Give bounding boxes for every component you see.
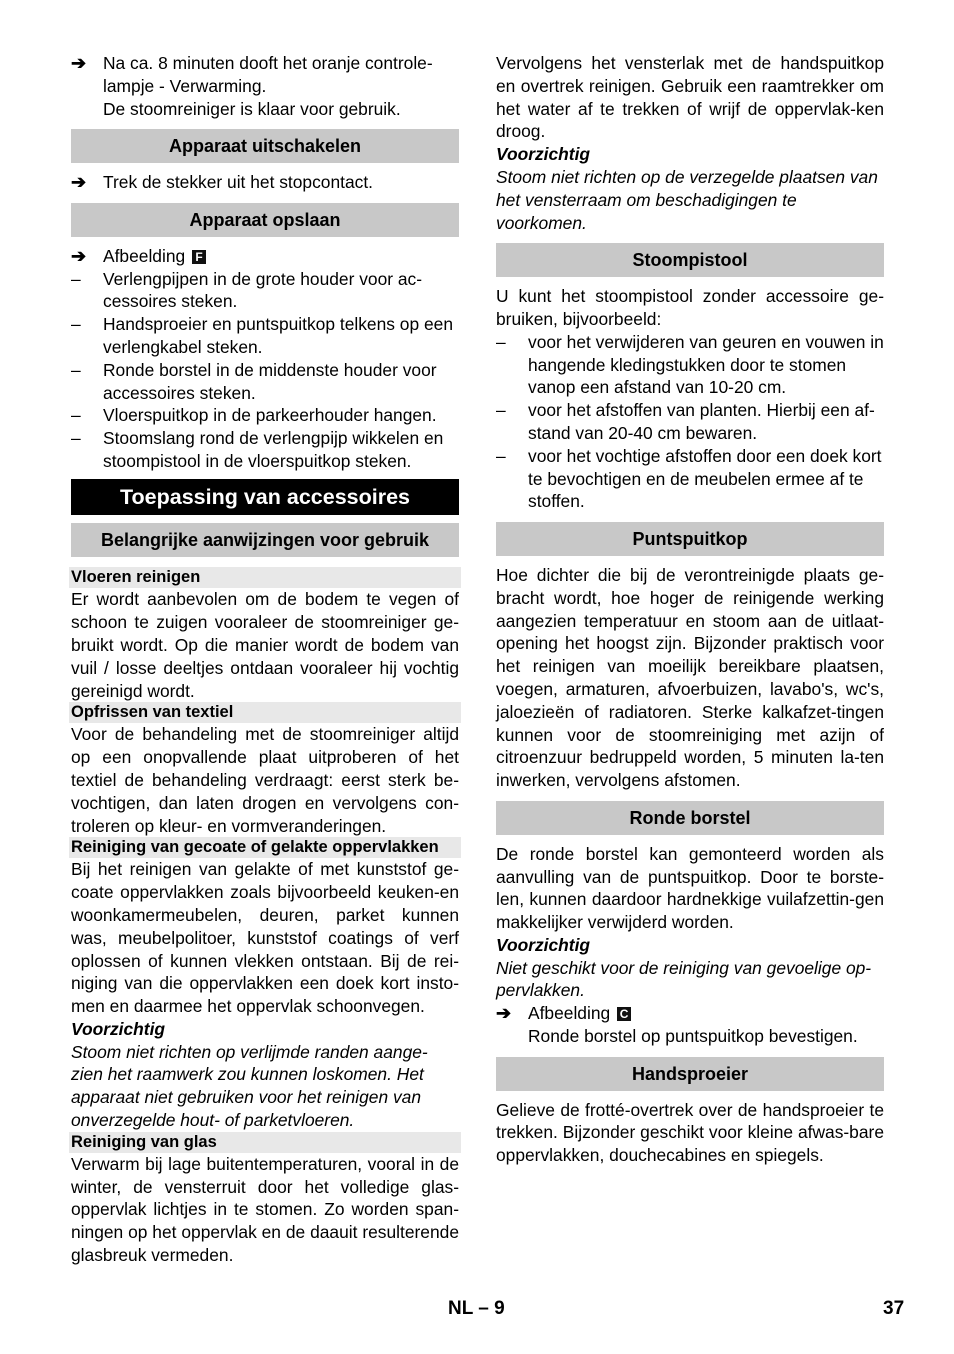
footer-page-number: 37 [883, 1298, 905, 1319]
instruction-step [71, 52, 459, 120]
section-heading-switch-off: Apparaat uitschakelen [71, 129, 459, 163]
paragraph-round-brush: De ronde borstel kan gemonteerd worden als aanvulling van de puntspuitkop. Door te borste-len, kunnen daardoor hardnekkige vuilafzettin-gen makkelijker verwijderd worden. [496, 843, 884, 933]
paragraph-glass: Verwarm bij lage buitentemperaturen, vooral in de winter, de vensterruit door het volledige glas-oppervlak lichtjes in te stomen. Zo worden span-ningen op het oppervlak en de daauit resulterende glasbreuk vermeden. [71, 1153, 459, 1266]
left-column [71, 52, 459, 1267]
arrow-right-icon: ➔ [71, 172, 87, 193]
chapter-heading-accessories: Toepassing van accessoires [71, 479, 459, 515]
list-item [71, 427, 459, 473]
section-heading-usage-tips: Belangrijke aanwijzingen voor gebruik [71, 523, 459, 558]
list-item [496, 331, 884, 399]
step-text: Trek de stekker uit het stopcontact. [103, 172, 374, 193]
arrow-right-icon: ➔ [71, 53, 87, 73]
instruction-step [71, 171, 459, 194]
section-heading-round-brush: Ronde borstel [496, 801, 884, 835]
figure-reference: Afbeelding [103, 245, 186, 266]
section-heading-steam-pistol: Stoompistool [496, 243, 884, 277]
step-text: Ronde borstel op puntspuitkop bevestigen. [528, 1026, 858, 1047]
dash-bullet: – [71, 268, 81, 289]
subheading-floors: Vloeren reinigen [69, 567, 461, 588]
right-column [496, 52, 884, 1167]
instruction-step [496, 1002, 884, 1048]
dash-bullet: – [71, 428, 81, 449]
list-item-text: Vloerspuitkop in de parkeerhouder hangen. [103, 405, 437, 426]
section-heading-storage: Apparaat opslaan [71, 203, 459, 237]
figure-reference: Afbeelding [528, 1003, 611, 1024]
list-item-text: Stoomslang rond de verlengpijp wikkelen en stoompistool in de vloerspuitkop steken. [103, 428, 444, 471]
instruction-step [71, 245, 459, 268]
list-item [496, 399, 884, 445]
list-item [71, 359, 459, 405]
caution-text: Stoom niet richten op verlijmde randen aange-zien het raamwerk zou kunnen loskomen. Het apparaat niet gebruiken voor het reinigen van onverzegelde hout- of parketvloeren. [71, 1041, 428, 1131]
caution-text: Niet geschikt voor de reiniging van gevoelige op-pervlakken. [496, 957, 872, 1001]
paragraph-textile: Voor de behandeling met de stoomreiniger altijd op een onopvallende plaat uitproberen of het textiel de behandeling verdraagt: eerst sterk be-vochtigen, dan laten drogen en vervolgens con-troleren op kleur- en vormveranderingen. [71, 724, 459, 836]
dash-bullet: – [496, 445, 506, 466]
caution-title: Voorzichtig [496, 934, 591, 955]
subheading-coated-surfaces: Reiniging van gecoate of gelakte oppervlakken [69, 837, 461, 858]
figure-letter-box: F [192, 250, 206, 264]
step-result: De stoomreiniger is klaar voor gebruik. [103, 98, 401, 119]
paragraph-floors: Er wordt aanbevolen om de bodem te vegen of schoon te zuigen vooraleer de stoomreiniger ge-bruikt wordt. Op die manier wordt de bodem van vuil / losse deeltjes ontdaan vooraleer hij vochtig gereinigd wordt. [71, 589, 459, 701]
list-item [71, 313, 459, 359]
dash-bullet: – [496, 331, 506, 352]
dash-bullet: – [71, 405, 81, 426]
arrow-right-icon: ➔ [71, 245, 87, 266]
paragraph-coated-surfaces: Bij het reinigen van gelakte of met kunststof ge-coate oppervlakken zoals bijvoorbeeld keuken-en woonkamermeubelen, deuren, parket kunnen was, meubelpolitoer, kunststof coatings of verf oplossen of kunnen vlekken ontstaan. Bij de rei-niging van die oppervlakken een doek kort insto-men en daarmee het oppervlak schoonvegen. [71, 859, 459, 1017]
dash-bullet: – [71, 314, 81, 335]
list-item [71, 268, 459, 314]
caution-title: Voorzichtig [71, 1018, 166, 1039]
section-heading-nozzle: Puntspuitkop [496, 522, 884, 556]
section-heading-hand-sprayer: Handsproeier [496, 1057, 884, 1091]
list-item-text: Handsproeier en puntspuitkop telkens op een verlengkabel steken. [103, 314, 453, 357]
dash-bullet: – [71, 359, 81, 380]
paragraph-steam-pistol: U kunt het stoompistool zonder accessoire ge-bruiken, bijvoorbeeld: [496, 286, 884, 329]
list-item-text: Ronde borstel in de middenste houder voor accessoires steken. [103, 359, 437, 403]
figure-letter-box: C [617, 1007, 631, 1021]
paragraph-nozzle: Hoe dichter die bij de verontreinigde plaats ge-bracht wordt, hoe hoger de reinigende werking aangezien temperatuur en stoom aan de uitlaat-opening het hoogst zijn. Bijzonder praktisch voor het reinigen van moeilijk bereikbare plaatsen, voegen, armaturen, afvoerbuizen, lavabo's, wc's, jaloezieën of radiatoren. Sterke kalkafzet-tingen kunnen voor de stoomreiniging met azijn of citroenzuur bedruppeld worden, 5 minuten la-ten inwerken, vervolgens afstomen. [496, 564, 884, 791]
caution-text: Stoom niet richten op de verzegelde plaatsen van het vensterraam om beschadigingen te voorkomen. [496, 166, 878, 233]
paragraph-window: Vervolgens het vensterlak met de handspuitkop en overtrek reinigen. Gebruik een raamtrekker om het water af te trekken of wrijf de oppervlak-ken droog. [496, 53, 884, 142]
footer-section-label: NL – 9 [448, 1298, 505, 1319]
list-item-text: voor het vochtige afstoffen door een doek kort te bevochtigen en de meubelen ermee af te stoffen. [528, 445, 882, 512]
list-item-text: voor het verwijderen van geuren en vouwen in hangende kledingstukken door te stomen vanop een afstand van 10-20 cm. [528, 331, 884, 398]
dash-bullet: – [496, 400, 506, 421]
arrow-right-icon: ➔ [496, 1003, 512, 1024]
subheading-glass: Reiniging van glas [69, 1132, 461, 1153]
paragraph-hand-sprayer: Gelieve de frotté-overtrek over de handsproeier te trekken. Bijzonder geschikt voor kleine afwas-bare oppervlakken, douchecabines en spiegels. [496, 1099, 884, 1166]
caution-title: Voorzichtig [496, 144, 591, 165]
list-item [496, 445, 884, 513]
list-item [71, 404, 459, 427]
list-item-text: voor het afstoffen van planten. Hierbij een af-stand van 20-40 cm bewaren. [528, 400, 875, 443]
step-text: Na ca. 8 minuten dooft het oranje controle-lampje - Verwarming. [103, 53, 433, 96]
subheading-textile: Opfrissen van textiel [69, 702, 461, 723]
list-item-text: Verlengpijpen in de grote houder voor ac-cessoires steken. [103, 268, 423, 312]
